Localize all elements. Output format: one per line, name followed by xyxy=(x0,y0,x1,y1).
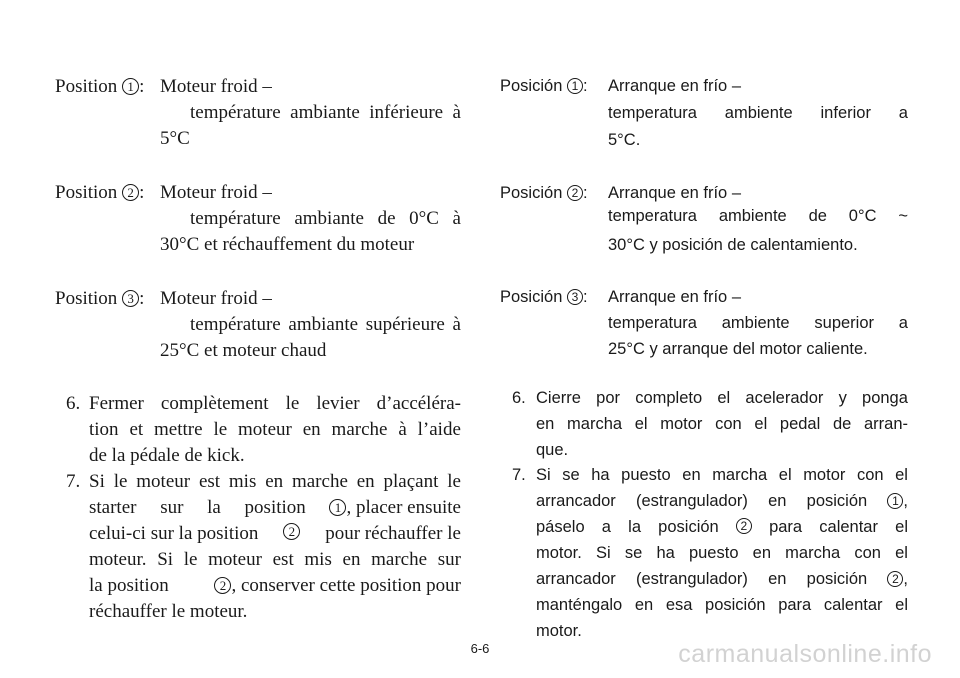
circled-number-icon: 2 xyxy=(283,523,300,540)
fr-position-2-label: Position 2 : xyxy=(55,182,145,203)
es-position-3-label: Posición 3 : xyxy=(500,288,588,306)
es-position-3-title: Arranque en frío – xyxy=(608,288,741,306)
fr-position-2-title: Moteur froid – xyxy=(160,182,272,203)
fr-step-7-number: 7. xyxy=(66,471,81,492)
circled-number-icon: 2 xyxy=(122,184,139,201)
es-position-1-desc-last: 5°C. xyxy=(608,131,641,149)
es-step-6-line: en marcha el motor con el pedal de arran- xyxy=(536,415,908,433)
es-step-7-line: páselo a la posición 2 para calentar el xyxy=(536,518,908,536)
es-position-3-desc-last: 25°C y arranque del motor caliente. xyxy=(608,340,868,358)
circled-number-icon: 1 xyxy=(887,493,903,509)
fr-position-3-desc-line: température ambiante supérieure à xyxy=(190,314,461,335)
circled-number-icon: 2 xyxy=(887,571,903,587)
fr-step-6-number: 6. xyxy=(66,393,81,414)
circled-number-icon: 1 xyxy=(122,78,139,95)
fr-position-2-desc-last: 30°C et réchauffement du moteur xyxy=(160,234,415,255)
es-step-7-line: arrancador (estrangulador) en posición 2 , xyxy=(536,570,908,588)
circled-number-icon: 3 xyxy=(567,289,583,305)
circled-number-icon: 1 xyxy=(329,499,346,516)
circled-number-icon: 3 xyxy=(122,290,139,307)
es-position-1-title: Arranque en frío – xyxy=(608,77,741,95)
fr-position-1-desc-line: température ambiante inférieure à xyxy=(190,102,461,123)
es-step-7-line: motor. Si se ha puesto en marcha con el xyxy=(536,544,908,562)
page-number: 6-6 xyxy=(470,641,490,656)
fr-position-2-desc-line: température ambiante de 0°C à xyxy=(190,208,461,229)
circled-number-icon: 2 xyxy=(214,577,231,594)
fr-position-3-label: Position 3 : xyxy=(55,288,145,309)
fr-step-7-line: Si le moteur est mis en marche en plaçant le xyxy=(89,471,461,492)
es-step-6-number: 6. xyxy=(512,389,526,407)
es-position-1-label: Posición 1 : xyxy=(500,77,588,95)
es-position-2-title: Arranque en frío – xyxy=(608,184,741,202)
es-step-7-line: motor. xyxy=(536,622,582,640)
circled-number-icon: 1 xyxy=(567,78,583,94)
es-step-6-line: Cierre por completo el acelerador y ponga xyxy=(536,389,908,407)
fr-position-3-title: Moteur froid – xyxy=(160,288,272,309)
es-position-2-desc-last: 30°C y posición de calentamiento. xyxy=(608,236,858,254)
es-step-7-number: 7. xyxy=(512,466,526,484)
es-position-2-label: Posición 2 : xyxy=(500,184,588,202)
es-position-1-desc-line: temperatura ambiente inferior a xyxy=(608,104,908,122)
fr-position-1-desc-last: 5°C xyxy=(160,128,190,149)
fr-step-6-line: tion et mettre le moteur en marche à l’aide xyxy=(89,419,461,440)
fr-step-7-line: la position 2 , conserver cette position pour xyxy=(89,575,461,596)
circled-number-icon: 2 xyxy=(736,518,752,534)
es-step-7-line: Si se ha puesto en marcha el motor con el xyxy=(536,466,908,484)
fr-step-7-line: moteur. Si le moteur est mis en marche sur xyxy=(89,549,461,570)
fr-step-7-line: réchauffer le moteur. xyxy=(89,601,248,622)
fr-step-7-line: starter sur la position 1 , placer ensuite xyxy=(89,497,461,518)
es-position-3-desc-line: temperatura ambiente superior a xyxy=(608,314,908,332)
fr-step-6-line: Fermer complètement le levier d’accéléra- xyxy=(89,393,461,414)
es-step-7-line: manténgalo en esa posición para calentar el xyxy=(536,596,908,614)
fr-step-6-line: de la pédale de kick. xyxy=(89,445,245,466)
fr-position-3-desc-last: 25°C et moteur chaud xyxy=(160,340,327,361)
fr-step-7-line: celui-ci sur la position 2 pour réchauffer le xyxy=(89,523,461,544)
fr-position-1-label: Position 1 : xyxy=(55,76,145,97)
circled-number-icon: 2 xyxy=(567,185,583,201)
es-step-6-line: que. xyxy=(536,441,569,459)
fr-position-1-title: Moteur froid – xyxy=(160,76,272,97)
es-step-7-line: arrancador (estrangulador) en posición 1 , xyxy=(536,492,908,510)
es-position-2-desc-line: temperatura ambiente de 0°C ~ xyxy=(608,207,908,225)
watermark: carmanualsonline.info xyxy=(678,640,932,668)
